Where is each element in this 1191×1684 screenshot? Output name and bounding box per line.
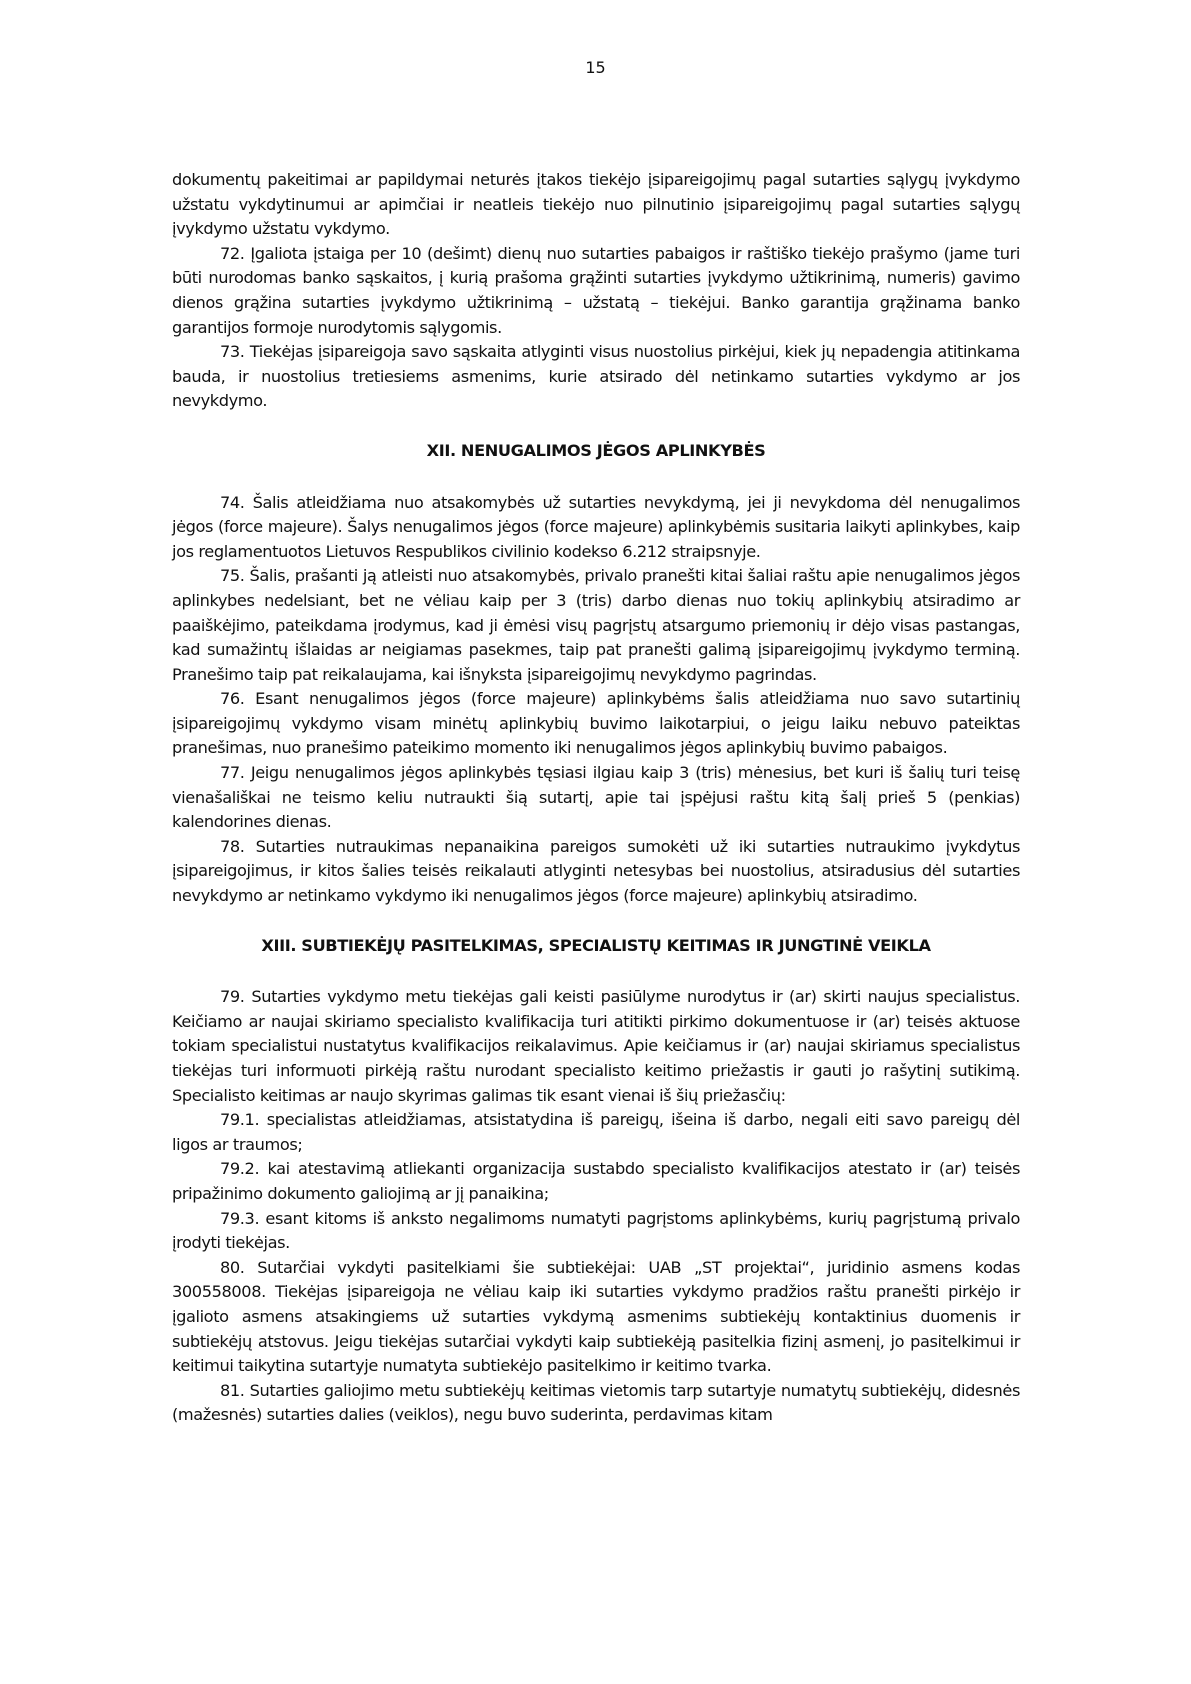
paragraph-76: 76. Esant nenugalimos jėgos (force majeure) aplinkybėms šalis atleidžiama nuo savo sutartinių įsipareigojimų vykdymo visam minėtų aplinkybių buvimo laikotarpiui, o jeigu laiku nebuvo pateiktas pranešimas, nuo pranešimo pateikimo momento iki nenugalimos jėgos aplinkybių buvimo pabaigos. — [172, 689, 1020, 758]
paragraph-intro: dokumentų pakeitimai ar papildymai neturės įtakos tiekėjo įsipareigojimų pagal sutarties sąlygų įvykdymo užstatu vykdytinumui ar apimčiai ir neatleis tiekėjo nuo pilnutinio įsipareigojimų pagal sutarties sąlygų įvykdymo užstatu vykdymo. — [172, 170, 1020, 239]
paragraph-81: 81. Sutarties galiojimo metu subtiekėjų keitimas vietomis tarp sutartyje numatytų subtiekėjų, didesnės (mažesnės) sutarties dalies (veiklos), negu buvo suderinta, perdavimas kitam — [172, 1380, 1020, 1425]
paragraph-75: 75. Šalis, prašanti ją atleisti nuo atsakomybės, privalo pranešti kitai šaliai raštu apie nenugalimos jėgos aplinkybes nedelsiant, bet ne vėliau kaip per 3 (tris) darbo dienas nuo tokių aplinkybių atsiradimo ar paaiškėjimo, pateikdama įrodymus, kad ji ėmėsi visų pagrįstų atsargumo priemonių ir dėjo visas pastangas, kad sumažintų išlaidas ar neigiamas pasekmes, taip pat pranešti galimą įsipareigojimų įvykdymo terminą. Pranešimo taip pat reikalaujama, kai išnyksta įsipareigojimų nevykdymo pagrindas. — [172, 566, 1020, 684]
section-heading-xiii: XIII. SUBTIEKĖJŲ PASITELKIMAS, SPECIALISTŲ KEITIMAS IR JUNGTINĖ VEIKLA — [261, 935, 931, 955]
paragraph-74: 74. Šalis atleidžiama nuo atsakomybės už sutarties nevykdymą, jei ji nevykdoma dėl nenugalimos jėgos (force majeure). Šalys nenugalimos jėgos (force majeure) aplinkybėmis susitaria laikyti aplinkybes, kaip jos reglamentuotos Lietuvos Respublikos civilinio kodekso 6.212 straipsnyje. — [172, 492, 1020, 561]
paragraph-79-3: 79.3. esant kitoms iš anksto negalimoms numatyti pagrįstoms aplinkybėms, kurių pagrįstumą privalo įrodyti tiekėjas. — [172, 1208, 1020, 1253]
paragraph-79-1: 79.1. specialistas atleidžiamas, atsistatydina iš pareigų, išeina iš darbo, negali eiti savo pareigų dėl ligos ar traumos; — [172, 1110, 1020, 1154]
paragraph-77: 77. Jeigu nenugalimos jėgos aplinkybės tęsiasi ilgiau kaip 3 (tris) mėnesius, bet kuri iš šalių turi teisę vienašališkai ne teismo keliu nutraukti šią sutartį, apie tai įspėjusi raštu kitą šalį prieš 5 (penkias) kalendorines dienas. — [172, 763, 1020, 832]
paragraph-73: 73. Tiekėjas įsipareigoja savo sąskaita atlyginti visus nuostolius pirkėjui, kiek jų nepadengia atitinkama bauda, ir nuostolius tretiesiems asmenims, kurie atsirado dėl netinkamo sutarties vykdymo ar jos nevykdymo. — [172, 342, 1020, 411]
document-body — [172, 168, 1020, 1428]
page-number: 15 — [585, 58, 606, 77]
paragraph-78: 78. Sutarties nutraukimas nepanaikina pareigos sumokėti už iki sutarties nutraukimo įvykdytus įsipareigojimus, ir kitos šalies teisės reikalauti atlyginti netesybas bei nuostolius, atsiradusius dėl sutarties nevykdymo ar netinkamo vykdymo iki nenugalimos jėgos (force majeure) aplinkybių atsiradimo. — [172, 836, 1020, 906]
paragraph-79-2: 79.2. kai atestavimą atliekanti organizacija sustabdo specialisto kvalifikacijos atestato ir (ar) teisės pripažinimo dokumento galiojimą ar jį panaikina; — [172, 1159, 1020, 1203]
paragraph-72: 72. Įgaliota įstaiga per 10 (dešimt) dienų nuo sutarties pabaigos ir raštiško tiekėjo prašymo (jame turi būti nurodomas banko sąskaitos, į kurią prašoma grąžinti sutarties įvykdymo užtikrinimą, numeris) gavimo dienos grąžina sutarties įvykdymo užtikrinimą – užstatą – tiekėjui. Banko garantija grąžinama banko garantijos formoje nurodytomis sąlygomis. — [172, 243, 1020, 337]
section-heading-xii: XII. NENUGALIMOS JĖGOS APLINKYBĖS — [426, 440, 766, 460]
paragraph-79: 79. Sutarties vykdymo metu tiekėjas gali keisti pasiūlyme nurodytus ir (ar) skirti naujus specialistus. Keičiamo ar naujai skiriamo specialisto kvalifikacija turi atitikti pirkimo dokumentuose ir (ar) teisės aktuose tokiam specialistui nustatytus kvalifikacijos reikalavimus. Apie keičiamus ir (ar) naujai skiriamus specialistus tiekėjas turi informuoti pirkėją raštu nurodant specialisto keitimo priežastis ir gauti jo rašytinį sutikimą. Specialisto keitimas ar naujo skyrimas galimas tik esant vienai iš šių priežasčių: — [172, 987, 1020, 1105]
paragraph-80: 80. Sutarčiai vykdyti pasitelkiami šie subtiekėjai: UAB „ST projektai“, juridinio asmens kodas 300558008. Tiekėjas įsipareigoja ne vėliau kaip iki sutarties vykdymo pradžios raštu pranešti pirkėjo ir įgalioto asmens atsakingiems už sutarties vykdymą asmenims subtiekėjų kontaktinius duomenis ir subtiekėjų atstovus. Jeigu tiekėjas sutarčiai vykdyti kaip subtiekėją pasitelkia fizinį asmenį, jo pasitelkimui ir keitimui taikytina sutartyje numatyta subtiekėjo pasitelkimo ir keitimo tvarka. — [172, 1257, 1020, 1376]
